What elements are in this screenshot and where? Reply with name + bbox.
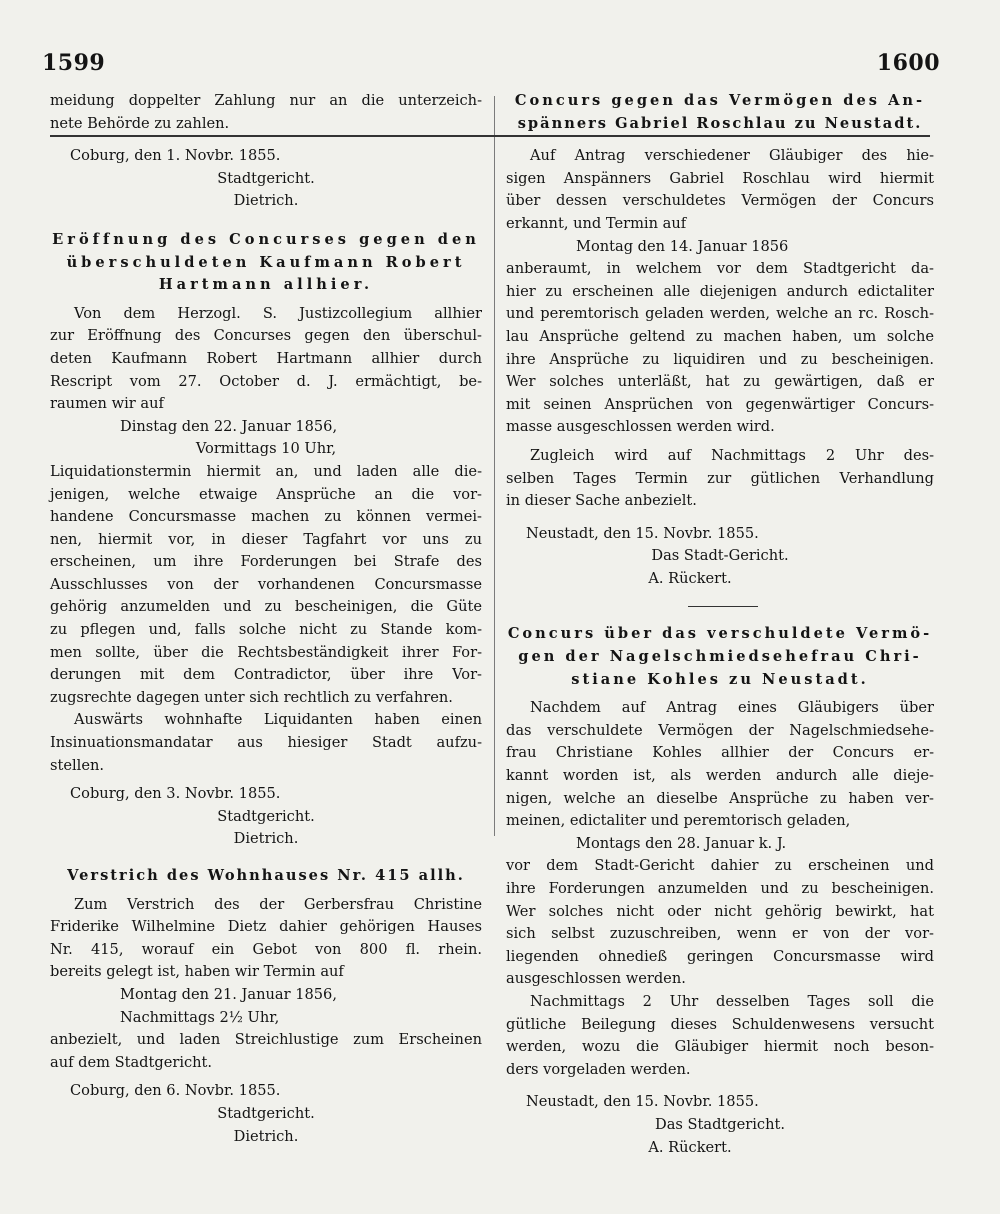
- body-line: Zum Verstrich des der Gerbersfrau Christine: [74, 895, 482, 913]
- notice-signer: Dietrich.: [233, 1127, 299, 1145]
- body-line: Nachdem auf Antrag eines Gläubigers über: [530, 699, 934, 717]
- body-line: Auswärts wohnhafte Liquidanten haben einen: [74, 711, 482, 729]
- body-line: vor dem Stadt-Gericht dahier zu erscheinen und: [506, 857, 934, 875]
- section-rule: [688, 606, 758, 607]
- body-line: zur Eröffnung des Concurses gegen den überschul-: [50, 327, 482, 345]
- body-line: Friderike Wilhelmine Dietz dahier gehörigen Hauses: [50, 918, 482, 936]
- notice-heading: Hartmann allhier.: [158, 276, 374, 294]
- notice-date: Neustadt, den 15. Novbr. 1855.: [526, 1093, 759, 1111]
- notice-heading: gen der Nagelschmiedsehefrau Chri-: [518, 648, 922, 666]
- term-line: Montags den 28. Januar k. J.: [576, 834, 787, 852]
- notice-heading: Eröffnung des Concurses gegen den: [52, 230, 480, 248]
- body-line: in dieser Sache anbezielt.: [506, 492, 697, 510]
- body-line: liegenden ohnedieß geringen Concursmasse wird: [506, 947, 934, 965]
- notice-heading: Concurs gegen das Vermögen des An-: [514, 92, 926, 109]
- notice-signer: Dietrich.: [233, 830, 299, 848]
- body-line: Nr. 415, worauf ein Gebot von 800 fl. rhein.: [50, 940, 482, 958]
- notice-authority: Stadtgericht.: [217, 807, 315, 825]
- right-column: [506, 90, 934, 1159]
- notice-authority: Stadtgericht.: [217, 169, 315, 187]
- page-number-right: 1600: [876, 50, 940, 76]
- body-line: Nachmittags 2 Uhr desselben Tages soll die: [530, 992, 934, 1010]
- body-line: anberaumt, in welchem vor dem Stadtgericht da-: [506, 260, 934, 278]
- notice-date: Coburg, den 1. Novbr. 1855.: [70, 147, 281, 165]
- notice-heading: stiane Kohles zu Neustadt.: [571, 670, 869, 688]
- notice-authority: Das Stadt-Gericht.: [651, 547, 789, 565]
- body-line: men sollte, über die Rechtsbeständigkeit ihrer For-: [50, 643, 482, 661]
- body-line: Zugleich wird auf Nachmittags 2 Uhr des-: [530, 446, 934, 464]
- body-line: sigen Anspänners Gabriel Roschlau wird hiermit: [506, 169, 934, 187]
- body-line: werden, wozu die Gläubiger hiermit noch beson-: [506, 1038, 934, 1056]
- body-line: mit seinen Ansprüchen von gegenwärtiger Concurs-: [506, 395, 934, 413]
- column-divider: [494, 96, 495, 836]
- notice-heading: Verstrich des Wohnhauses Nr. 415 allh.: [67, 867, 465, 884]
- term-line: Dinstag den 22. Januar 1856,: [120, 417, 338, 435]
- body-line: gehörig anzumelden und zu bescheinigen, die Güte: [50, 598, 482, 616]
- term-line: Montag den 14. Januar 1856: [576, 237, 789, 255]
- body-line: nigen, welche an dieselbe Ansprüche zu haben ver-: [506, 789, 934, 807]
- term-line: Vormittags 10 Uhr,: [195, 440, 337, 458]
- body-line: jenigen, welche etwaige Ansprüche an die vor-: [50, 485, 482, 503]
- notice-date: Coburg, den 6. Novbr. 1855.: [70, 1082, 281, 1100]
- term-line: Nachmittags 2½ Uhr,: [120, 1008, 280, 1026]
- body-line: frau Christiane Kohles allhier der Concurs er-: [506, 744, 934, 762]
- body-line: ihre Forderungen anzumelden und zu bescheinigen.: [506, 880, 934, 897]
- notice-signer: Dietrich.: [233, 192, 299, 210]
- notice-date: Coburg, den 3. Novbr. 1855.: [70, 785, 281, 803]
- body-line: ausgeschlossen werden.: [506, 970, 686, 988]
- body-line: zugsrechte dagegen unter sich rechtlich zu verfahren.: [50, 688, 453, 706]
- body-line: hier zu erscheinen alle diejenigen andurch edictaliter: [506, 282, 934, 300]
- body-line: masse ausgeschlossen werden wird.: [506, 418, 775, 436]
- body-line: ihre Ansprüche zu liquidiren und zu bescheinigen.: [506, 350, 934, 368]
- body-line: raumen wir auf: [50, 395, 164, 413]
- body-line: Insinuationsmandatar aus hiesiger Stadt aufzu-: [50, 734, 482, 752]
- body-line: stellen.: [50, 756, 104, 774]
- page-number-left: 1599: [42, 50, 106, 76]
- body-line: handene Concursmasse machen zu können vermei-: [50, 508, 482, 526]
- body-line: Rescript vom 27. October d. J. ermächtigt, be-: [50, 372, 482, 390]
- notice-signer: A. Rückert.: [648, 1138, 732, 1156]
- notice-date: Neustadt, den 15. Novbr. 1855.: [526, 524, 759, 542]
- body-line: auf dem Stadtgericht.: [50, 1053, 213, 1071]
- body-line: erscheinen, um ihre Forderungen bei Strafe des: [50, 553, 482, 571]
- body-line: selben Tages Termin zur gütlichen Verhandlung: [506, 469, 934, 487]
- carryover-line: meidung doppelter Zahlung nur an die unterzeich-: [50, 92, 482, 109]
- notice-signer: A. Rückert.: [648, 569, 732, 587]
- body-line: deten Kaufmann Robert Hartmann allhier durch: [50, 349, 482, 367]
- body-line: sich selbst zuzuschreiben, wenn er von der vor-: [506, 925, 934, 943]
- body-line: Ausschlusses von der vorhandenen Concursmasse: [50, 575, 482, 593]
- body-line: lau Ansprüche geltend zu machen haben, um solche: [506, 327, 934, 345]
- body-line: ders vorgeladen werden.: [506, 1060, 691, 1078]
- body-line: Von dem Herzogl. S. Justizcollegium allhier: [74, 304, 482, 322]
- notice-authority: Das Stadtgericht.: [655, 1115, 785, 1133]
- carryover-line: nete Behörde zu zahlen.: [50, 114, 230, 132]
- body-line: erkannt, und Termin auf: [506, 214, 687, 232]
- notice-heading: überschuldeten Kaufmann Robert: [66, 253, 466, 271]
- body-line: gütliche Beilegung dieses Schuldenwesens versucht: [506, 1015, 934, 1033]
- notice-heading: spänners Gabriel Roschlau zu Neustadt.: [517, 114, 923, 132]
- body-line: zu pflegen und, falls solche nicht zu Stande kom-: [50, 621, 482, 639]
- body-line: das verschuldete Vermögen der Nagelschmiedsehe-: [506, 721, 934, 739]
- notice-heading: Concurs über das verschuldete Vermö-: [507, 625, 933, 643]
- body-line: Wer solches nicht oder nicht gehörig bewirkt, hat: [506, 902, 934, 920]
- body-line: bereits gelegt ist, haben wir Termin auf: [50, 963, 344, 981]
- body-line: meinen, edictaliter und peremtorisch geladen,: [506, 812, 851, 830]
- left-column: [50, 90, 482, 1148]
- body-line: derungen mit dem Contradictor, über ihre Vor-: [50, 666, 482, 684]
- term-line: Montag den 21. Januar 1856,: [120, 985, 337, 1003]
- body-line: nen, hiermit vor, in dieser Tagfahrt vor uns zu: [50, 530, 482, 548]
- body-line: und peremtorisch geladen werden, welche an rc. Rosch-: [506, 305, 934, 323]
- body-line: kannt worden ist, als werden andurch alle dieje-: [506, 767, 934, 785]
- body-line: Wer solches unterläßt, hat zu gewärtigen, daß er: [506, 373, 934, 391]
- notice-authority: Stadtgericht.: [217, 1104, 315, 1122]
- body-line: über dessen verschuldetes Vermögen der Concurs: [506, 192, 934, 210]
- body-line: Liquidationstermin hiermit an, und laden alle die-: [50, 462, 482, 480]
- body-line: anbezielt, und laden Streichlustige zum Erscheinen: [50, 1031, 482, 1049]
- body-line: Auf Antrag verschiedener Gläubiger des hie-: [530, 147, 934, 165]
